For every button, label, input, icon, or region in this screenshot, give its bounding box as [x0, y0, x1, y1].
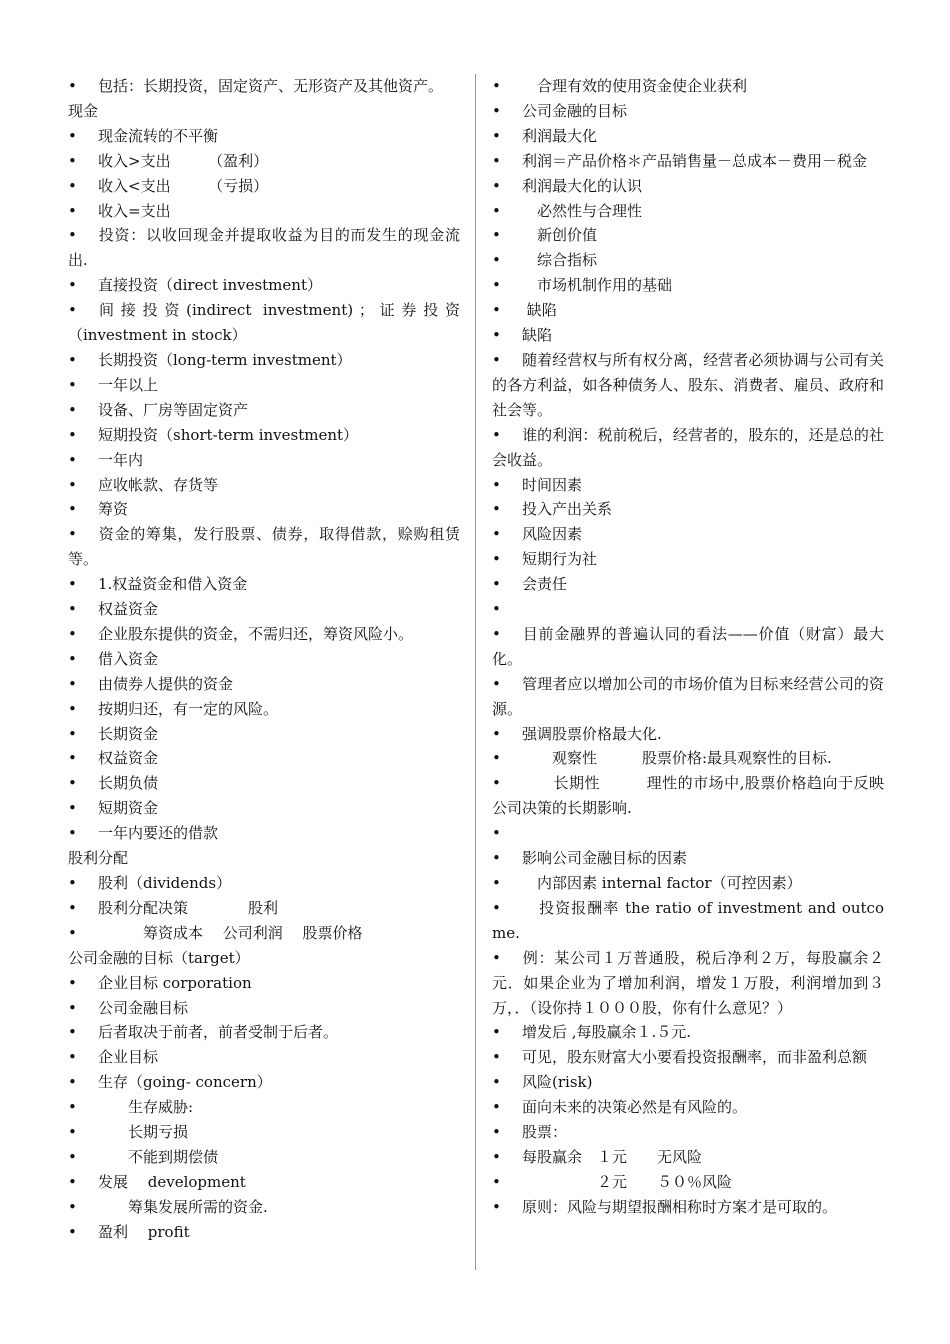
bullet-item: [68, 746, 460, 771]
item-text: 股利分配决策 股利: [98, 898, 279, 917]
bullet-item: [68, 622, 460, 647]
bullet-item: [68, 223, 460, 273]
bullet-item: [68, 522, 460, 572]
item-text: 长期负债: [98, 774, 159, 793]
bullet-item: [492, 1095, 884, 1120]
item-text: 收入>支出 （盈利）: [98, 151, 269, 170]
item-text: 一年内要还的借款: [98, 824, 219, 843]
bullet-marker: •: [68, 1123, 77, 1142]
bullet-marker: •: [492, 301, 501, 320]
item-text: 股利（dividends）: [98, 874, 232, 892]
bullet-item: [492, 597, 884, 622]
bullet-item: [68, 921, 460, 946]
bullet-marker: •: [68, 350, 77, 369]
item-text: 利润最大化的认识: [522, 176, 643, 195]
item-text: 利润最大化: [522, 126, 598, 145]
bullet-item: [68, 423, 460, 448]
bullet-marker: •: [492, 749, 501, 768]
bullet-marker: •: [68, 400, 77, 419]
bullet-item: [492, 871, 884, 896]
bullet-marker: •: [492, 774, 501, 793]
bullet-item: [492, 1120, 884, 1145]
bullet-item: [492, 771, 884, 821]
bullet-marker: •: [68, 126, 77, 145]
bullet-marker: •: [492, 1147, 501, 1166]
bullet-marker: •: [492, 724, 501, 743]
bullet-item: [492, 1195, 884, 1220]
item-text: 1.权益资金和借入资金: [98, 575, 248, 594]
bullet-marker: •: [492, 350, 501, 369]
bullet-marker: •: [68, 450, 77, 469]
item-text: 投入产出关系: [522, 500, 613, 519]
bullet-marker: •: [68, 375, 77, 394]
item-text: 管理者应以增加公司的市场价值为目标来经营公司的资源。: [492, 674, 884, 718]
bullet-marker: •: [68, 923, 77, 942]
item-text: 直接投资（direct investment）: [98, 276, 322, 295]
column-divider: [475, 74, 476, 1270]
bullet-item: [68, 771, 460, 796]
bullet-marker: •: [492, 1098, 501, 1117]
bullet-marker: •: [492, 77, 501, 95]
item-text: 企业目标: [98, 1048, 159, 1067]
bullet-item: [492, 248, 884, 273]
left-column: [68, 74, 460, 1245]
bullet-marker: •: [68, 699, 77, 718]
bullet-item: [68, 149, 460, 174]
bullet-item: [68, 672, 460, 697]
bullet-item: [68, 1195, 460, 1220]
item-text: 例：某公司１万普通股，税后净利２万，每股赢余２元．如果企业为了增加利润，增发１万股，利润增加到３万，．（设你持１０００股，你有什么意见？）: [492, 948, 884, 1017]
section-heading: [68, 846, 460, 871]
item-text: 发展 development: [98, 1172, 246, 1191]
item-text: 新创价值: [522, 226, 598, 245]
bullet-item: [68, 996, 460, 1021]
item-text: 时间因素: [522, 475, 583, 494]
bullet-marker: •: [492, 176, 501, 195]
bullet-marker: •: [492, 1048, 501, 1067]
bullet-marker: •: [492, 1197, 501, 1216]
bullet-item: [68, 1120, 460, 1145]
item-text: 生存威胁:: [98, 1098, 194, 1117]
bullet-item: [492, 323, 884, 348]
item-text: 应收帐款、存货等: [98, 475, 219, 494]
bullet-marker: •: [492, 849, 501, 868]
bullet-item: [68, 273, 460, 298]
item-text: 市场机制作用的基础: [522, 276, 673, 295]
bullet-marker: •: [68, 276, 77, 295]
right-column: [492, 74, 884, 1220]
bullet-item: [68, 348, 460, 373]
bullet-item: [492, 473, 884, 498]
bullet-item: [68, 971, 460, 996]
bullet-item: [68, 1170, 460, 1195]
bullet-item: [492, 547, 884, 572]
bullet-item: [68, 697, 460, 722]
bullet-marker: •: [492, 1123, 501, 1142]
item-text: 合理有效的使用资金使企业获利: [522, 77, 748, 95]
bullet-item: [492, 273, 884, 298]
bullet-item: [492, 622, 884, 672]
item-text: 会责任: [522, 575, 568, 594]
bullet-marker: •: [68, 201, 77, 220]
bullet-item: [68, 597, 460, 622]
item-text: 股利分配: [68, 849, 129, 868]
bullet-item: [492, 298, 884, 323]
bullet-marker: •: [68, 749, 77, 768]
item-text: 企业股东提供的资金，不需归还，筹资风险小。: [98, 624, 414, 643]
bullet-item: [68, 1145, 460, 1170]
bullet-item: [492, 722, 884, 747]
bullet-item: [68, 398, 460, 423]
bullet-marker: •: [492, 624, 501, 643]
item-text: 后者取决于前者，前者受制于后者。: [98, 1023, 339, 1042]
bullet-item: [68, 497, 460, 522]
bullet-item: [492, 348, 884, 423]
bullet-marker: •: [68, 425, 77, 444]
item-text: 风险因素: [522, 525, 583, 544]
bullet-item: [68, 821, 460, 846]
bullet-marker: •: [68, 176, 77, 195]
bullet-marker: •: [492, 898, 501, 917]
bullet-item: [492, 74, 884, 99]
item-text: 原则：风险与期望报酬相称时方案才是可取的。: [522, 1197, 838, 1216]
bullet-marker: •: [68, 1048, 77, 1067]
section-heading: [68, 946, 460, 971]
bullet-marker: •: [68, 600, 77, 619]
bullet-item: [492, 1170, 884, 1195]
item-text: 现金: [68, 101, 99, 120]
item-text: 缺陷: [522, 301, 557, 320]
item-text: 资金的筹集，发行股票、债券，取得借款，赊购租赁等。: [68, 525, 460, 569]
bullet-item: [68, 871, 460, 896]
bullet-item: [492, 522, 884, 547]
bullet-item: [492, 572, 884, 597]
bullet-marker: •: [492, 226, 501, 245]
bullet-item: [492, 199, 884, 224]
bullet-item: [68, 373, 460, 398]
bullet-marker: •: [68, 874, 77, 892]
item-text: 必然性与合理性: [522, 201, 643, 220]
item-text: 观察性 股票价格:最具观察性的目标.: [522, 749, 832, 768]
bullet-item: [492, 1145, 884, 1170]
bullet-marker: •: [68, 77, 77, 95]
bullet-item: [492, 149, 884, 174]
bullet-marker: •: [492, 251, 501, 270]
bullet-item: [68, 722, 460, 747]
item-text: 权益资金: [98, 749, 159, 768]
bullet-marker: •: [492, 326, 501, 345]
bullet-marker: •: [492, 276, 501, 295]
item-text: 面向未来的决策必然是有风险的。: [522, 1098, 748, 1117]
item-text: 目前金融界的普遍认同的看法——价值（财富）最大化。: [492, 624, 884, 668]
item-text: 筹资成本 公司利润 股票价格: [98, 923, 363, 942]
bullet-marker: •: [68, 1197, 77, 1216]
bullet-marker: •: [492, 948, 501, 967]
item-text: 风险(risk): [522, 1073, 593, 1092]
item-text: 由债券人提供的资金: [98, 674, 234, 693]
bullet-item: [492, 174, 884, 199]
bullet-marker: •: [68, 1222, 77, 1241]
bullet-marker: •: [492, 600, 501, 619]
bullet-marker: •: [492, 201, 501, 220]
bullet-item: [68, 74, 460, 99]
bullet-marker: •: [68, 1098, 77, 1117]
bullet-marker: •: [68, 226, 77, 245]
bullet-marker: •: [68, 724, 77, 743]
bullet-marker: •: [68, 799, 77, 818]
bullet-item: [492, 821, 884, 846]
item-text: 影响公司金融目标的因素: [522, 849, 688, 868]
bullet-marker: •: [492, 101, 501, 120]
item-text: 短期行为社: [522, 550, 598, 569]
bullet-item: [492, 946, 884, 1021]
item-text: 长期资金: [98, 724, 159, 743]
item-text: 长期亏损: [98, 1123, 189, 1142]
bullet-marker: •: [68, 500, 77, 519]
item-text: 一年内: [98, 450, 144, 469]
bullet-item: [68, 298, 460, 348]
bullet-marker: •: [492, 874, 501, 892]
bullet-item: [68, 124, 460, 149]
bullet-item: [68, 174, 460, 199]
item-text: 设备、厂房等固定资产: [98, 400, 249, 419]
bullet-marker: •: [68, 973, 77, 992]
bullet-marker: •: [68, 998, 77, 1017]
item-text: 缺陷: [522, 326, 553, 345]
bullet-item: [492, 896, 884, 946]
item-text: 公司金融的目标: [522, 101, 628, 120]
bullet-marker: •: [68, 1073, 77, 1092]
item-text: 筹资: [98, 500, 129, 519]
item-text: 股票：: [522, 1123, 568, 1142]
item-text: 可见，股东财富大小要看投资报酬率，而非盈利总额: [522, 1048, 868, 1067]
item-text: 公司金融目标: [98, 998, 189, 1017]
bullet-marker: •: [68, 1147, 77, 1166]
bullet-marker: •: [492, 1172, 501, 1191]
bullet-marker: •: [68, 774, 77, 793]
bullet-item: [492, 223, 884, 248]
item-text: ２元 ５０％风险: [522, 1172, 733, 1191]
item-text: 收入=支出: [98, 201, 171, 220]
bullet-item: [492, 99, 884, 124]
item-text: 长期投资（long-term investment）: [98, 350, 352, 369]
section-heading: [68, 99, 460, 124]
bullet-item: [68, 473, 460, 498]
item-text: 筹集发展所需的资金.: [98, 1197, 268, 1216]
bullet-item: [68, 1020, 460, 1045]
item-text: 投资：以收回现金并提取收益为目的而发生的现金流出.: [68, 226, 460, 270]
item-text: 随着经营权与所有权分离，经营者必须协调与公司有关的各方利益，如各种债务人、股东、消费者、雇员、政府和社会等。: [492, 350, 884, 419]
item-text: 增发后 ,每股赢余１.５元.: [522, 1023, 692, 1042]
bullet-marker: •: [492, 425, 501, 444]
bullet-item: [68, 647, 460, 672]
bullet-marker: •: [492, 475, 501, 494]
item-text: 按期归还，有一定的风险。: [98, 699, 279, 718]
item-text: 生存（going- concern）: [98, 1073, 272, 1092]
bullet-item: [492, 124, 884, 149]
bullet-marker: •: [68, 1023, 77, 1042]
bullet-item: [68, 1045, 460, 1070]
bullet-marker: •: [68, 151, 77, 170]
item-text: 公司金融的目标（target）: [68, 948, 250, 967]
item-text: 现金流转的不平衡: [98, 126, 219, 145]
bullet-marker: •: [492, 1073, 501, 1092]
bullet-marker: •: [68, 824, 77, 843]
bullet-marker: •: [492, 500, 501, 519]
bullet-marker: •: [492, 1023, 501, 1042]
item-text: 短期投资（short-term investment）: [98, 425, 359, 444]
bullet-item: [68, 1095, 460, 1120]
item-text: 间 接 投 资 (indirect investment) ； 证 券 投 资（investment in stock）: [68, 301, 460, 345]
bullet-item: [492, 746, 884, 771]
bullet-marker: •: [492, 126, 501, 145]
bullet-marker: •: [492, 824, 501, 843]
item-text: 强调股票价格最大化.: [522, 724, 662, 743]
item-text: 一年以上: [98, 375, 159, 394]
bullet-item: [492, 423, 884, 473]
bullet-marker: •: [68, 674, 77, 693]
bullet-marker: •: [492, 575, 501, 594]
bullet-marker: •: [68, 575, 77, 594]
bullet-item: [68, 572, 460, 597]
bullet-item: [492, 497, 884, 522]
bullet-marker: •: [68, 624, 77, 643]
item-text: 借入资金: [98, 649, 159, 668]
bullet-item: [68, 1070, 460, 1095]
item-text: 权益资金: [98, 600, 159, 619]
bullet-item: [68, 1220, 460, 1245]
bullet-marker: •: [68, 898, 77, 917]
bullet-item: [492, 672, 884, 722]
bullet-marker: •: [492, 151, 501, 170]
bullet-item: [492, 1070, 884, 1095]
item-text: 内部因素 internal factor（可控因素）: [522, 874, 802, 892]
bullet-item: [492, 1020, 884, 1045]
item-text: 短期资金: [98, 799, 159, 818]
item-text: 不能到期偿债: [98, 1147, 219, 1166]
bullet-item: [68, 199, 460, 224]
item-text: 利润＝产品价格＊产品销售量－总成本－费用－税金: [522, 151, 868, 170]
bullet-marker: •: [68, 649, 77, 668]
item-text: 投资报酬率 the ratio of investment and outcome.: [492, 898, 884, 942]
bullet-item: [68, 796, 460, 821]
bullet-marker: •: [68, 525, 77, 544]
bullet-item: [68, 448, 460, 473]
bullet-marker: •: [492, 550, 501, 569]
bullet-marker: •: [68, 475, 77, 494]
bullet-item: [492, 846, 884, 871]
item-text: 综合指标: [522, 251, 598, 270]
bullet-marker: •: [492, 674, 501, 693]
item-text: 长期性 理性的市场中,股票价格趋向于反映公司决策的长期影响.: [492, 774, 884, 818]
item-text: 盈利 profit: [98, 1222, 190, 1241]
bullet-marker: •: [68, 1172, 77, 1191]
item-text: 企业目标 corporation: [98, 973, 252, 992]
bullet-item: [492, 1045, 884, 1070]
item-text: 包括：长期投资，固定资产、无形资产及其他资产。: [98, 77, 444, 95]
item-text: 收入<支出 （亏损）: [98, 176, 269, 195]
bullet-marker: •: [492, 525, 501, 544]
item-text: 谁的利润：税前税后，经营者的，股东的，还是总的社会收益。: [492, 425, 884, 469]
item-text: 每股赢余 １元 无风险: [522, 1147, 703, 1166]
bullet-marker: •: [68, 301, 77, 320]
bullet-item: [68, 896, 460, 921]
